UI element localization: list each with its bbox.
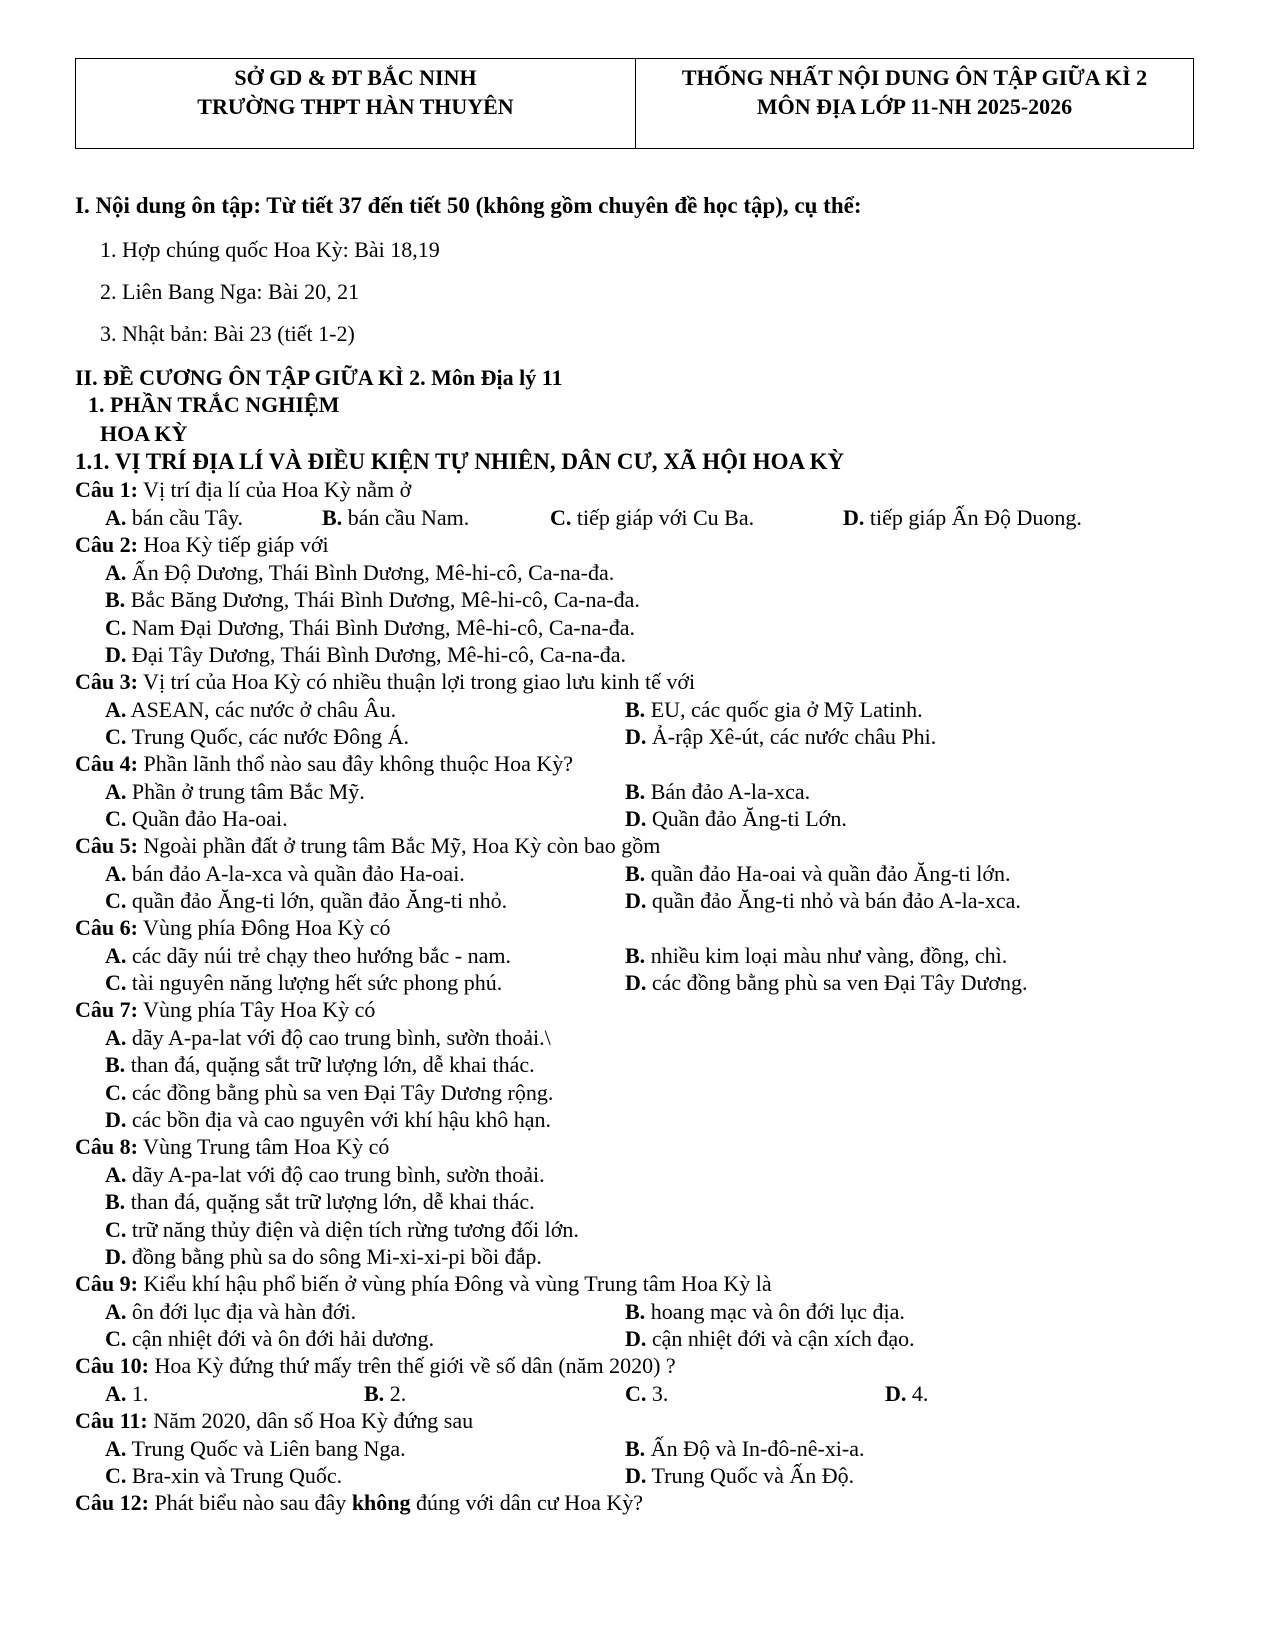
option-a	[105, 559, 614, 587]
header-school: TRƯỜNG THPT HÀN THUYÊN	[197, 94, 514, 119]
header-department: SỞ GD & ĐT BẮC NINH	[234, 65, 477, 90]
option-c	[105, 614, 635, 642]
question-text: Vùng phía Tây Hoa Kỳ có	[137, 997, 376, 1022]
option-letter: B.	[625, 942, 646, 968]
option-letter: B.	[105, 1189, 126, 1214]
option-letter: D.	[625, 724, 647, 749]
option-text: Bắc Băng Dương, Thái Bình Dương, Mê-hi-cô, Ca-na-đa.	[125, 587, 640, 612]
option-text: EU, các quốc gia ở Mỹ Latinh.	[645, 696, 923, 722]
option-letter: C.	[105, 888, 127, 913]
question-3	[75, 668, 695, 696]
option-letter: D.	[625, 970, 647, 995]
option-c	[105, 723, 409, 751]
option-text: trữ năng thủy điện và diện tích rừng tương đối lớn.	[126, 1216, 579, 1242]
question-text: Phần lãnh thổ nào sau đây không thuộc Hoa Kỳ?	[137, 751, 573, 776]
option-letter: A.	[105, 778, 127, 804]
option-letter: D.	[105, 642, 127, 667]
option-letter: C.	[105, 614, 127, 640]
option-b	[625, 778, 810, 806]
section2-title: II. ĐỀ CƯƠNG ÔN TẬP GIỮA KÌ 2. Môn Địa lý 11	[75, 365, 563, 390]
option-text: Quần đảo Ha-oai.	[126, 806, 288, 831]
question-label: Câu 12:	[75, 1490, 149, 1515]
option-text: ASEAN, các nước ở châu Âu.	[126, 696, 397, 722]
header-title-cell	[636, 59, 1193, 148]
option-d	[625, 887, 1021, 915]
option-letter: D.	[105, 1244, 127, 1269]
option-b	[625, 1435, 865, 1463]
option-letter: B.	[364, 1380, 385, 1406]
option-letter: A.	[105, 504, 127, 530]
option-a	[105, 1161, 545, 1189]
question-label: Câu 5:	[75, 833, 138, 858]
question-text: Hoa Kỳ đứng thứ mấy trên thế giới về số dân (năm 2020) ?	[148, 1353, 676, 1378]
option-a	[105, 1435, 406, 1463]
option-text: Ả-rập Xê-út, các nước châu Phi.	[646, 724, 937, 749]
option-letter: A.	[105, 1024, 127, 1050]
option-text: các đồng bằng phù sa ven Đại Tây Dương.	[646, 970, 1028, 995]
option-letter: A.	[105, 942, 127, 968]
option-c	[105, 887, 507, 915]
option-b	[625, 860, 1011, 888]
option-text: dãy A-pa-lat với độ cao trung bình, sườn thoải.	[126, 1161, 545, 1187]
question-text-emphasis: không	[351, 1490, 411, 1515]
option-letter: D.	[625, 888, 647, 913]
option-c	[105, 1325, 434, 1353]
question-label: Câu 7:	[75, 997, 138, 1022]
question-4	[75, 750, 573, 778]
question-text: Kiểu khí hậu phổ biến ở vùng phía Đông và vùng Trung tâm Hoa Kỳ là	[137, 1271, 772, 1296]
option-letter: A.	[105, 1298, 127, 1324]
question-label: Câu 1:	[75, 477, 138, 502]
option-letter: D.	[885, 1380, 907, 1406]
option-text: các dãy núi trẻ chạy theo hướng bắc - nam.	[126, 942, 511, 968]
option-d	[625, 805, 847, 833]
option-letter: A.	[105, 1380, 127, 1406]
option-letter: B.	[105, 1052, 126, 1077]
option-c	[105, 1216, 579, 1244]
question-label: Câu 11:	[75, 1408, 148, 1433]
option-letter: C.	[625, 1380, 647, 1406]
option-text: than đá, quặng sắt trữ lượng lớn, dễ khai thác.	[125, 1052, 535, 1077]
option-letter: C.	[105, 1463, 127, 1488]
option-letter: B.	[625, 1435, 646, 1461]
option-text: Nam Đại Dương, Thái Bình Dương, Mê-hi-cô, Ca-na-đa.	[126, 614, 635, 640]
content-item-1: 1. Hợp chúng quốc Hoa Kỳ: Bài 18,19	[100, 237, 440, 262]
question-text: Vùng Trung tâm Hoa Kỳ có	[137, 1134, 390, 1159]
content-item-3: 3. Nhật bản: Bài 23 (tiết 1-2)	[100, 321, 355, 346]
option-d	[843, 504, 1082, 532]
option-text: ôn đới lục địa và hàn đới.	[126, 1298, 357, 1324]
option-text: tài nguyên năng lượng hết sức phong phú.	[126, 970, 503, 995]
content-item-2: 2. Liên Bang Nga: Bài 20, 21	[100, 279, 360, 304]
option-a	[105, 504, 243, 532]
option-a	[105, 1298, 356, 1326]
option-text: Bán đảo A-la-xca.	[645, 778, 811, 804]
part1-heading: 1. PHẦN TRẮC NGHIỆM	[88, 392, 340, 417]
header-school-cell	[76, 59, 636, 148]
question-text: Vùng phía Đông Hoa Kỳ có	[137, 915, 391, 940]
option-text: quần đảo Ăng-ti nhỏ và bán đảo A-la-xca.	[646, 888, 1021, 913]
option-text: than đá, quặng sắt trữ lượng lớn, dễ khai thác.	[125, 1189, 535, 1214]
question-10	[75, 1352, 676, 1380]
option-d	[625, 723, 936, 751]
option-text: Đại Tây Dương, Thái Bình Dương, Mê-hi-cô, Ca-na-đa.	[126, 642, 627, 667]
option-c	[625, 1380, 668, 1408]
section1-title: I. Nội dung ôn tập: Từ tiết 37 đến tiết 50 (không gồm chuyên đề học tập), cụ thể:	[75, 193, 862, 218]
option-a	[105, 696, 396, 724]
question-label: Câu 8:	[75, 1134, 138, 1159]
option-letter: A.	[105, 559, 127, 585]
option-b	[322, 504, 469, 532]
option-letter: C.	[105, 806, 127, 831]
option-text: dãy A-pa-lat với độ cao trung bình, sườn thoải.\	[126, 1024, 551, 1050]
header-subtitle: MÔN ĐỊA LỚP 11-NH 2025-2026	[756, 94, 1073, 119]
option-text: Phần ở trung tâm Bắc Mỹ.	[126, 778, 365, 804]
option-letter: C.	[550, 504, 572, 530]
option-text: các đồng bằng phù sa ven Đại Tây Dương rộng.	[126, 1079, 554, 1105]
option-text: bán cầu Nam.	[342, 504, 470, 530]
option-letter: B.	[322, 504, 343, 530]
option-text: quần đảo Ha-oai và quần đảo Ăng-ti lớn.	[645, 860, 1011, 886]
question-label: Câu 3:	[75, 669, 138, 694]
option-text: Trung Quốc và Liên bang Nga.	[126, 1435, 406, 1461]
option-text: tiếp giáp Ấn Độ Duong.	[864, 504, 1082, 530]
question-6	[75, 914, 391, 942]
option-text: cận nhiệt đới và cận xích đạo.	[646, 1326, 915, 1351]
option-a	[105, 942, 511, 970]
option-text: các bồn địa và cao nguyên với khí hậu khô hạn.	[126, 1107, 552, 1132]
option-c	[105, 969, 502, 997]
topic-heading: 1.1. VỊ TRÍ ĐỊA LÍ VÀ ĐIỀU KIỆN TỰ NHIÊN, DÂN CƯ, XÃ HỘI HOA KỲ	[75, 449, 845, 474]
option-text: 3.	[646, 1380, 669, 1406]
option-letter: C.	[105, 1216, 127, 1242]
question-9	[75, 1270, 772, 1298]
question-label: Câu 6:	[75, 915, 138, 940]
option-c	[105, 1079, 553, 1107]
option-d	[885, 1380, 928, 1408]
question-11	[75, 1407, 473, 1435]
question-label: Câu 9:	[75, 1271, 138, 1296]
option-b	[625, 696, 923, 724]
option-letter: C.	[105, 724, 127, 749]
option-c	[105, 1462, 342, 1490]
option-text: bán cầu Tây.	[126, 504, 244, 530]
option-d	[625, 969, 1028, 997]
option-b	[105, 1188, 535, 1216]
option-a	[105, 1024, 551, 1052]
question-2	[75, 531, 329, 559]
option-text: nhiều kim loại màu như vàng, đồng, chì.	[645, 942, 1008, 968]
option-letter: B.	[105, 587, 126, 612]
option-text: bán đảo A-la-xca và quần đảo Ha-oai.	[126, 860, 465, 886]
option-a	[105, 1380, 148, 1408]
question-text: Phát biểu nào sau đây	[148, 1490, 352, 1515]
option-letter: A.	[105, 1435, 127, 1461]
option-letter: D.	[105, 1107, 127, 1132]
option-text: Ấn Độ và In-đô-nê-xi-a.	[645, 1435, 865, 1461]
option-letter: B.	[625, 696, 646, 722]
option-b	[625, 1298, 905, 1326]
option-text: đồng bằng phù sa do sông Mi-xi-xi-pi bồi đắp.	[126, 1244, 542, 1269]
option-d	[625, 1325, 915, 1353]
option-letter: C.	[105, 970, 127, 995]
option-b	[105, 1051, 535, 1079]
question-text: Hoa Kỳ tiếp giáp với	[137, 532, 329, 557]
question-label: Câu 4:	[75, 751, 138, 776]
option-letter: A.	[105, 696, 127, 722]
question-8	[75, 1133, 389, 1161]
question-text: đúng với dân cư Hoa Kỳ?	[410, 1490, 644, 1515]
option-letter: A.	[105, 860, 127, 886]
option-text: Ấn Độ Dương, Thái Bình Dương, Mê-hi-cô, Ca-na-đa.	[126, 559, 615, 585]
option-text: Bra-xin và Trung Quốc.	[126, 1463, 343, 1488]
country-heading: HOA KỲ	[100, 421, 188, 446]
option-d	[105, 1106, 551, 1134]
option-text: Trung Quốc, các nước Đông Á.	[126, 724, 410, 749]
option-letter: B.	[625, 778, 646, 804]
question-7	[75, 996, 375, 1024]
option-a	[105, 860, 465, 888]
option-text: 4.	[906, 1380, 929, 1406]
question-text: Năm 2020, dân số Hoa Kỳ đứng sau	[147, 1408, 474, 1433]
question-label: Câu 10:	[75, 1353, 149, 1378]
header-table	[75, 58, 1194, 149]
header-title: THỐNG NHẤT NỘI DUNG ÔN TẬP GIỮA KÌ 2	[681, 65, 1148, 90]
option-b	[105, 586, 640, 614]
option-letter: D.	[625, 1463, 647, 1488]
option-letter: B.	[625, 860, 646, 886]
option-letter: D.	[843, 504, 865, 530]
option-letter: D.	[625, 806, 647, 831]
option-text: Trung Quốc và Ấn Độ.	[646, 1463, 855, 1488]
question-text: Vị trí của Hoa Kỳ có nhiều thuận lợi trong giao lưu kinh tế với	[137, 669, 696, 694]
option-c	[550, 504, 754, 532]
question-12	[75, 1489, 643, 1517]
option-text: Quần đảo Ăng-ti Lớn.	[646, 806, 847, 831]
option-text: 1.	[126, 1380, 149, 1406]
option-text: tiếp giáp với Cu Ba.	[571, 504, 755, 530]
question-label: Câu 2:	[75, 532, 138, 557]
option-text: 2.	[384, 1380, 407, 1406]
question-text: Ngoài phần đất ở trung tâm Bắc Mỹ, Hoa Kỳ còn bao gồm	[137, 833, 661, 858]
option-b	[364, 1380, 406, 1408]
question-text: Vị trí địa lí của Hoa Kỳ nằm ở	[137, 477, 412, 502]
option-a	[105, 778, 365, 806]
option-text: hoang mạc và ôn đới lục địa.	[645, 1298, 905, 1324]
option-letter: A.	[105, 1161, 127, 1187]
option-letter: C.	[105, 1079, 127, 1105]
option-text: cận nhiệt đới và ôn đới hải dương.	[126, 1326, 435, 1351]
option-d	[625, 1462, 854, 1490]
option-d	[105, 1243, 542, 1271]
option-c	[105, 805, 288, 833]
question-5	[75, 832, 660, 860]
option-letter: C.	[105, 1326, 127, 1351]
option-letter: D.	[625, 1326, 647, 1351]
option-letter: B.	[625, 1298, 646, 1324]
option-d	[105, 641, 626, 669]
option-b	[625, 942, 1007, 970]
question-1	[75, 476, 411, 504]
option-text: quần đảo Ăng-ti lớn, quần đảo Ăng-ti nhỏ.	[126, 888, 508, 913]
